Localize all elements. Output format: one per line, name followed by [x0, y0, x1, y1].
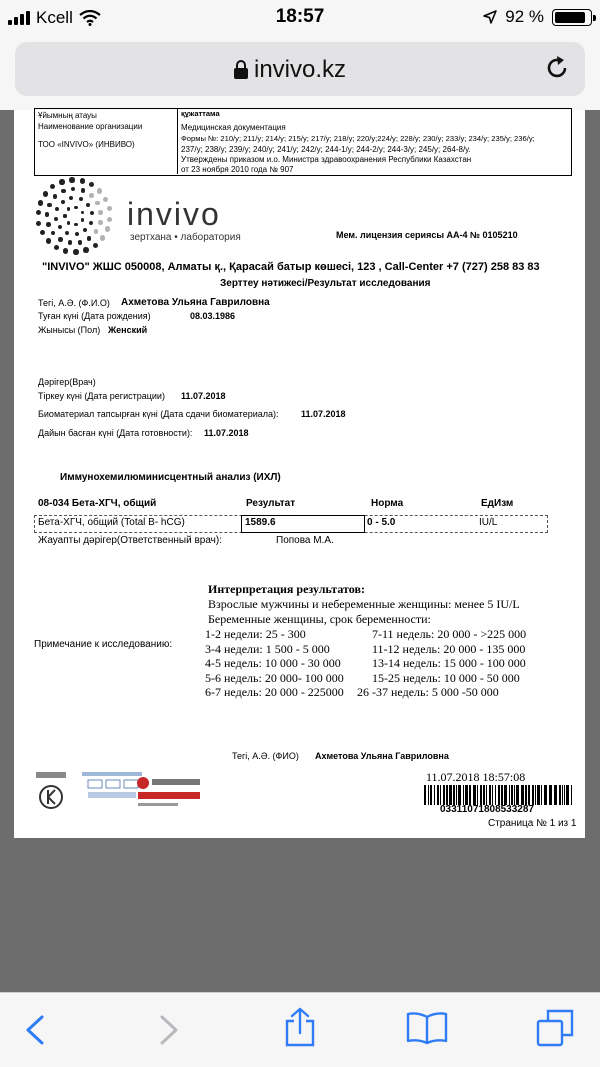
logo-dot	[81, 188, 86, 193]
url-text: invivo.kz	[253, 56, 347, 83]
interp-right: 15-25 недель: 10 000 - 50 000	[372, 671, 520, 685]
logo-dot	[73, 249, 78, 254]
barcode-bar	[559, 785, 561, 805]
logo-dot	[45, 212, 50, 217]
barcode-bar	[564, 785, 565, 805]
order-line-1: Утверждены приказом и.о. Министра здравоохранения Республики Казахстан	[181, 155, 472, 164]
reg-date: 11.07.2018	[181, 391, 226, 401]
barcode-bar	[430, 785, 432, 805]
logo-dot	[46, 222, 51, 227]
logo-dot	[61, 189, 66, 194]
quality-austria-logo-icon	[136, 776, 206, 814]
logo-dot	[89, 221, 93, 225]
logo-dot	[83, 247, 88, 252]
barcode-bar	[458, 785, 461, 805]
logo-dot	[80, 178, 85, 183]
barcode-bar	[492, 785, 493, 805]
barcode-bar	[483, 785, 485, 805]
battery-fill	[555, 12, 585, 23]
logo-dot	[86, 203, 90, 207]
bio-date: 11.07.2018	[301, 409, 346, 419]
forms-line-1: Формы №: 210/у; 211/у; 214/у; 215/у; 217/у; 218/у; 220/у;224/у; 228/у; 230/у; 233/у; 234/у; 235/у; 236/у;	[181, 134, 535, 143]
logo-dot	[43, 191, 48, 196]
logo-dot	[89, 182, 94, 187]
dob-label: Туған күні (Дата рождения)	[38, 311, 151, 321]
barcode-number: 03311071808533287	[440, 804, 539, 815]
back-icon[interactable]	[24, 1015, 46, 1045]
barcode-bar	[566, 785, 569, 805]
logo-dot	[69, 177, 74, 182]
logo-dot	[58, 225, 62, 229]
responsible-label: Жауапты дәрігер(Ответственный врач):	[38, 535, 222, 546]
carrier-name: Kcell	[36, 8, 73, 27]
table-header-unit: ЕдИзм	[481, 498, 514, 509]
logo-dot	[54, 245, 59, 250]
barcode-bar	[511, 785, 513, 805]
org-label-kz: Ұйымның атауы	[38, 111, 97, 120]
logo-dot	[55, 207, 59, 211]
logo-dot	[89, 193, 94, 198]
clock: 18:57	[275, 6, 325, 27]
forward-icon[interactable]	[158, 1015, 180, 1045]
browser-header	[0, 36, 600, 110]
result-value: 1589.6	[245, 517, 276, 528]
ready-date: 11.07.2018	[204, 428, 249, 438]
logo-dot	[97, 188, 102, 193]
logo-dot	[94, 229, 99, 234]
bio-date-label: Биоматериал тапсырған күні (Дата сдачи биоматериала):	[38, 409, 279, 419]
table-header-result: Результат	[246, 498, 296, 509]
logo-dots-icon	[34, 176, 134, 260]
barcode-bar	[469, 785, 471, 805]
logo-dot	[83, 228, 87, 232]
logo-dot	[36, 210, 41, 215]
location-icon	[483, 10, 497, 24]
logo-dot	[51, 231, 56, 236]
logo-dot	[107, 217, 112, 222]
forms-line-2: 237/у; 238/у; 239/у; 240/у; 241/у; 242/у; 244-1/у; 244-2/у; 244-3/у; 245/у; 264-8/у.	[181, 145, 471, 154]
logo-dot	[67, 221, 70, 224]
barcode-bar	[428, 785, 429, 805]
barcode-bar	[504, 785, 507, 805]
logo-dot	[78, 240, 83, 245]
logo-dot	[75, 232, 79, 236]
logo-dot	[36, 221, 41, 226]
barcode-icon	[424, 785, 574, 805]
patient-name-label: Тегі, А.Ә. (Ф.И.О)	[38, 298, 110, 308]
interpretation-line-1: Взрослые мужчины и небеременные женщины: менее 5 IU/L	[208, 597, 520, 611]
page-word: Страница № 1 из 1	[488, 818, 577, 829]
barcode-bar	[456, 785, 457, 805]
barcode-bar	[532, 785, 534, 805]
doctor-label: Дәрігер(Врач)	[38, 377, 96, 387]
logo-dot	[69, 196, 73, 200]
note-label: Примечание к исследованию:	[34, 639, 173, 650]
barcode-bar	[437, 785, 439, 805]
interpretation-line-2: Беременные женщины, срок беременности:	[208, 612, 431, 626]
barcode-bar	[446, 785, 448, 805]
barcode-bar	[489, 785, 491, 805]
logo-dot	[93, 243, 98, 248]
interp-left: 1-2 недели: 25 - 300	[205, 627, 306, 641]
barcode-bar	[525, 785, 527, 805]
barcode-bar	[571, 785, 572, 805]
logo-dot	[59, 179, 64, 184]
interp-right: 26 -37 недель: 5 000 -50 000	[357, 685, 499, 699]
browser-toolbar	[0, 992, 600, 1067]
logo-dot	[58, 237, 63, 242]
logo-dot	[90, 211, 94, 215]
org-label-ru: Наименование организации	[38, 122, 143, 131]
logo-dot	[71, 187, 76, 192]
logo-dot	[95, 201, 100, 206]
logo-dot	[98, 210, 103, 215]
doc-label-ru: Медицинская документация	[181, 123, 286, 132]
norm-value: 0 - 5.0	[367, 517, 396, 528]
barcode-bar	[440, 785, 441, 805]
logo-dot	[61, 200, 65, 204]
sex-value: Женский	[108, 325, 148, 335]
barcode-bar	[537, 785, 540, 805]
barcode-bar	[514, 785, 515, 805]
logo-dot	[81, 218, 84, 221]
page-counter	[488, 818, 576, 829]
logo-dot	[63, 248, 68, 253]
barcode-bar	[463, 785, 464, 805]
table-header-norm: Норма	[371, 498, 404, 509]
header-divider	[177, 108, 178, 174]
unit-value: IU/L	[479, 517, 498, 528]
barcode-bar	[477, 785, 478, 805]
interp-right: 7-11 недель: 20 000 - >225 000	[372, 627, 527, 641]
patient-name: Ахметова Ульяна Гавриловна	[121, 297, 270, 308]
logo-dot	[105, 226, 110, 231]
doc-label-kz: құжаттама	[181, 109, 220, 118]
logo-dot	[50, 184, 55, 189]
org-name: ТОО «INVIVO» (ИНВИВО)	[38, 140, 135, 149]
analysis-title: Иммунохемилюминисцентный анализ (ИХЛ)	[60, 472, 281, 483]
reg-date-label: Тіркеу күні (Дата регистрации)	[38, 391, 165, 401]
fio-label: Тегі, А.Ә. (ФИО)	[232, 751, 299, 761]
interp-right: 13-14 недель: 15 000 - 100 000	[372, 656, 526, 670]
document-page	[14, 110, 585, 838]
address-bar[interactable]	[15, 42, 585, 96]
logo-dot	[98, 220, 103, 225]
certification-logo-icon	[36, 772, 66, 812]
barcode-bar	[521, 785, 524, 805]
logo-dot	[107, 206, 112, 211]
interp-left: 6-7 недель: 20 000 - 225000	[205, 685, 344, 699]
table-header-test: 08-034 Бета-ХГЧ, общий	[38, 498, 157, 509]
barcode-bar	[509, 785, 510, 805]
tabs-icon[interactable]	[536, 1009, 574, 1047]
status-bar	[0, 0, 600, 36]
battery-icon	[552, 9, 592, 26]
barcode-bar	[562, 785, 563, 805]
interp-right: 11-12 недель: 20 000 - 135 000	[372, 642, 526, 656]
logo-dot	[46, 238, 51, 243]
logo-text: invivo	[127, 196, 221, 232]
barcode-bar	[443, 785, 445, 805]
barcode-bar	[498, 785, 500, 805]
share-icon[interactable]	[282, 1007, 318, 1047]
logo-subtitle: зертхана • лаборатория	[130, 232, 241, 243]
address: "INVIVO" ЖШС 050008, Алматы қ., Қарасай батыр көшесі, 123 , Call-Center +7 (727) 258 83 83	[42, 261, 540, 273]
interp-left: 5-6 недель: 20 000- 100 000	[205, 671, 344, 685]
logo-dot	[63, 214, 66, 217]
test-name: Бета-ХГЧ, общий (Total B- hCG)	[38, 517, 185, 528]
ready-date-label: Дайын басған күні (Дата готовности):	[38, 428, 193, 438]
barcode-bar	[453, 785, 455, 805]
barcode-bar	[480, 785, 482, 805]
license: Мем. лицензия сериясы АА-4 № 0105210	[336, 230, 518, 240]
sex-label: Жынысы (Пол)	[38, 325, 101, 335]
logo-dot	[103, 197, 108, 202]
result-title: Зерттеу нәтижесі/Результат исследования	[220, 278, 431, 289]
responsible-name: Попова М.А.	[276, 535, 334, 546]
logo-dot	[47, 203, 52, 208]
logo-dot	[53, 194, 58, 199]
accreditation-logo-icon	[82, 772, 142, 802]
barcode-bar	[541, 785, 542, 805]
dob-value: 08.03.1986	[190, 311, 236, 321]
barcode-bar	[495, 785, 496, 805]
logo-dot	[38, 200, 43, 205]
interp-left: 3-4 недели: 1 500 - 5 000	[205, 642, 330, 656]
barcode-bar	[449, 785, 452, 805]
logo-dot	[81, 211, 84, 214]
barcode-bar	[424, 785, 426, 805]
order-line-2: от 23 ноября 2010 года № 907	[181, 165, 294, 174]
logo-dot	[67, 207, 70, 210]
barcode-bar	[528, 785, 530, 805]
logo-dot	[79, 197, 83, 201]
logo-dot	[40, 230, 45, 235]
interpretation-title: Интерпретация результатов:	[208, 582, 365, 596]
barcode-bar	[434, 785, 435, 805]
barcode-bar	[486, 785, 487, 805]
barcode-bar	[501, 785, 503, 805]
logo-dot	[100, 235, 105, 240]
barcode-bar	[516, 785, 519, 805]
logo-dot	[65, 231, 69, 235]
reload-icon[interactable]	[543, 54, 571, 82]
logo-dot	[54, 217, 58, 221]
print-timestamp: 11.07.2018 18:57:08	[426, 770, 526, 784]
battery-percent: 92 %	[505, 7, 544, 26]
logo-dot	[68, 240, 73, 245]
logo-dot	[74, 206, 77, 209]
barcode-bar	[549, 785, 552, 805]
barcode-bar	[535, 785, 536, 805]
barcode-bar	[473, 785, 476, 805]
fio-name: Ахметова Ульяна Гавриловна	[315, 751, 449, 761]
bookmarks-icon[interactable]	[406, 1011, 448, 1045]
interp-left: 4-5 недель: 10 000 - 30 000	[205, 656, 341, 670]
barcode-bar	[544, 785, 547, 805]
logo-dot	[87, 236, 92, 241]
logo-dot	[74, 223, 77, 226]
barcode-bar	[554, 785, 557, 805]
barcode-bar	[465, 785, 468, 805]
